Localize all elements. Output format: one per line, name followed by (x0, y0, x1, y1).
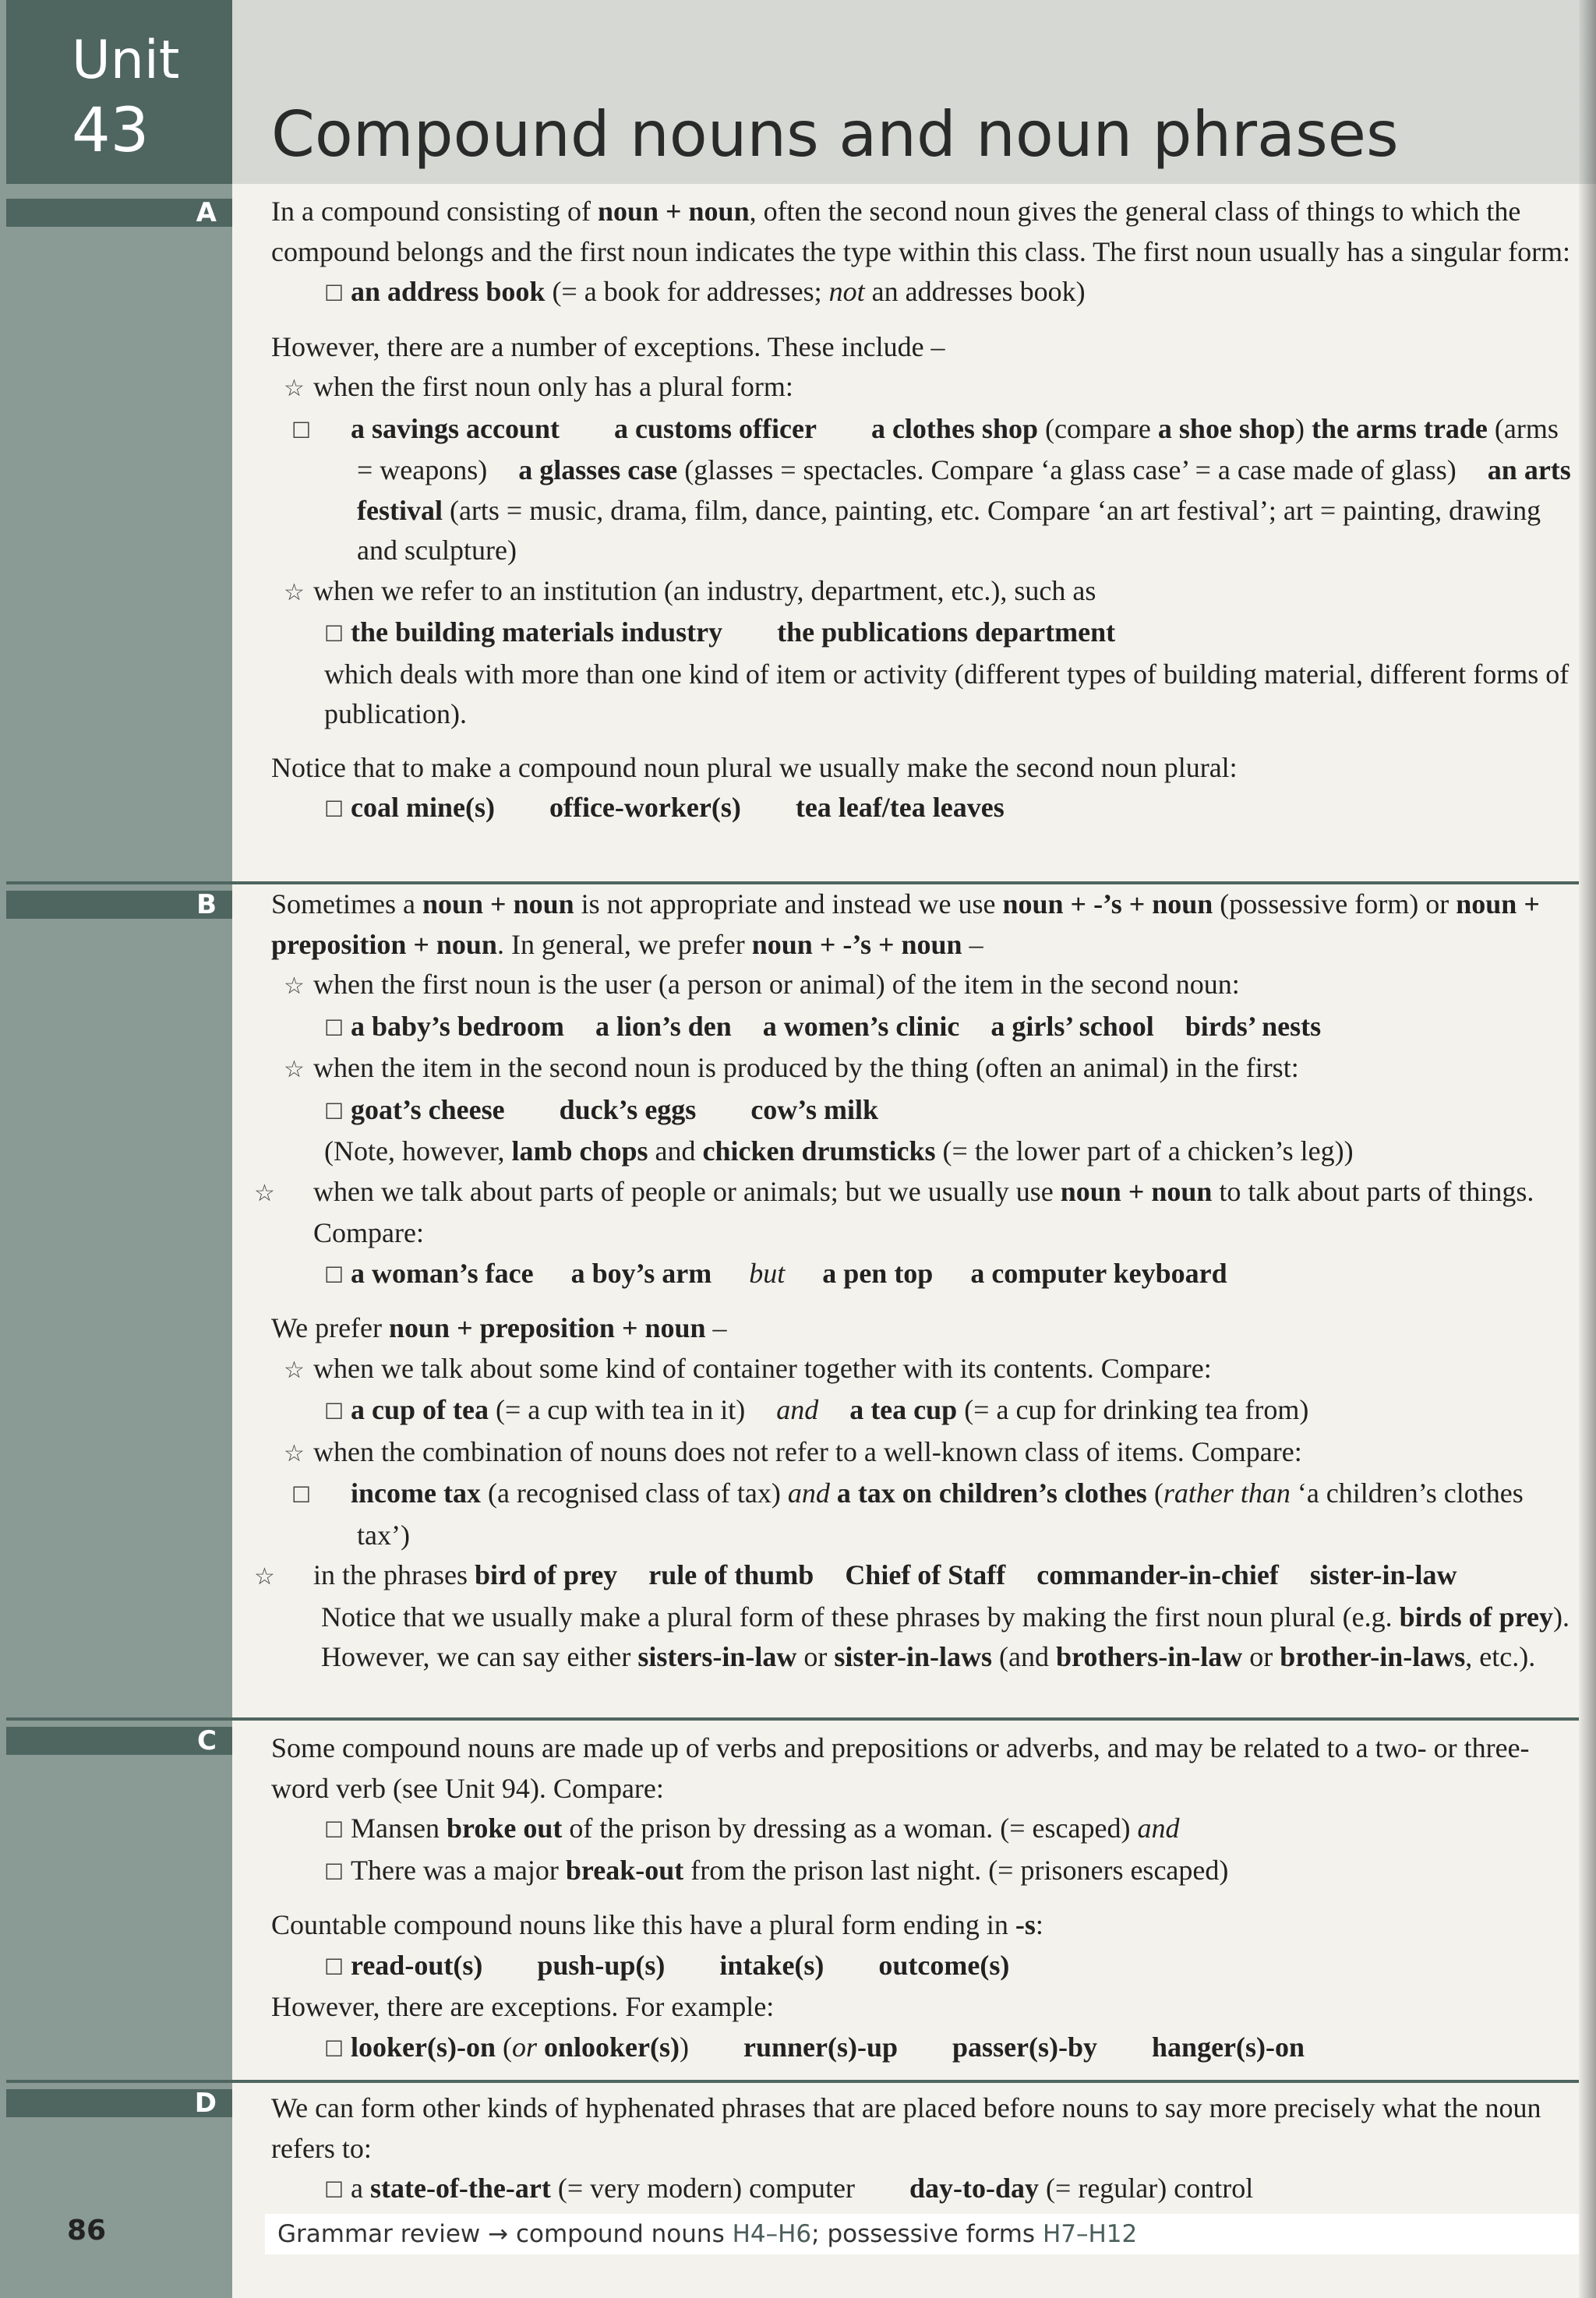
page-number: 86 (67, 2215, 107, 2247)
section-divider (6, 2080, 1579, 2083)
section-a-letter: A (196, 197, 217, 228)
bullet-line: ☆ when we talk about some kind of container together with its contents. Compare: (271, 1349, 1573, 1391)
example-block: ☐ a savings account a customs officer a clothes shop (compare a shoe shop) the arms trade (arms = weapons) a glasses case (glasses = spectacles. Compare ‘a glass case’ = a case made of glass) an arts festival (arts = music, drama, film, dance, painting, etc. Compare ‘an art festival’; art = painting, drawing and sculpture) (271, 409, 1573, 571)
page-edge-shadow (1579, 0, 1596, 2298)
section-b-band (6, 891, 232, 919)
example-line: ☐ a baby’s bedroom a lion’s den a women’s clinic a girls’ school birds’ nests (271, 1007, 1573, 1049)
arrow-icon: → (488, 2220, 509, 2248)
bullet-line: ☆ when the first noun is the user (a person or animal) of the item in the second noun: (271, 965, 1573, 1007)
bullet-line: ☆ when the combination of nouns does not refer to a well-known class of items. Compare: (271, 1432, 1573, 1474)
section-divider (6, 1717, 1579, 1721)
checkbox-icon: ☐ (324, 1954, 344, 1980)
checkbox-icon: ☐ (324, 1262, 344, 1288)
bullet-line: ☆ when we refer to an institution (an industry, department, etc.), such as (271, 571, 1573, 613)
bullet-line: ☆ when we talk about parts of people or animals; but we usually use noun + noun to talk about parts of things. Compare: (271, 1172, 1573, 1254)
unit-number: 43 (72, 96, 150, 166)
paragraph: In a compound consisting of noun + noun, often the second noun gives the general class of things to which the compound belongs and the first noun indicates the type within this class. The first noun usually has a singular form: (271, 196, 1571, 267)
unit-label: Unit (72, 30, 180, 91)
grammar-review-bar: Grammar review → compound nouns H4–H6; possessive forms H7–H12 (265, 2214, 1579, 2254)
checkbox-icon: ☐ (324, 2177, 344, 2203)
section-d-band (6, 2089, 232, 2117)
star-icon: ☆ (284, 1356, 305, 1384)
paragraph: Sometimes a noun + noun is not appropriate and instead we use noun + -’s + noun (possessive form) or noun + preposition + noun. In general, we prefer noun + -’s + noun – (271, 888, 1540, 960)
star-icon: ☆ (284, 375, 305, 402)
checkbox-icon: ☐ (324, 1015, 344, 1041)
checkbox-icon: ☐ (324, 2035, 344, 2062)
star-icon: ☆ (254, 1179, 275, 1207)
review-label: Grammar review (277, 2220, 481, 2248)
section-c-band (6, 1727, 232, 1755)
section-d (271, 2088, 1573, 2211)
section-b-letter: B (196, 889, 217, 920)
star-icon: ☆ (284, 973, 305, 1000)
checkbox-icon: ☐ (291, 1482, 312, 1508)
example-line: ☐ There was a major break-out from the prison last night. (= prisoners escaped) (271, 1851, 1573, 1893)
bullet-line: ☆ when the first noun only has a plural form: (271, 367, 1573, 409)
paragraph: Countable compound nouns like this have a plural form ending in -s: (271, 1909, 1043, 1940)
star-icon: ☆ (254, 1563, 275, 1590)
star-icon: ☆ (284, 1439, 305, 1467)
example-line: ☐ a cup of tea (= a cup with tea in it) and a tea cup (= a cup for drinking tea from) (271, 1390, 1573, 1432)
section-a-band (6, 199, 232, 227)
unit-reference[interactable]: Unit 94 (444, 1772, 530, 1804)
paragraph: However, there are a number of exceptions. These include – (271, 330, 945, 362)
section-c-letter: C (197, 1725, 217, 1756)
page-title: Compound nouns and noun phrases (271, 98, 1399, 171)
bullet-line: ☆ in the phrases bird of prey rule of thumb Chief of Staff commander-in-chief sister-in-law (271, 1555, 1573, 1597)
star-icon: ☆ (284, 578, 305, 606)
checkbox-icon: ☐ (324, 621, 344, 647)
review-reference[interactable]: H4–H6 (732, 2220, 812, 2248)
example-line: ☐ an address book (= a book for addresses; not an addresses book) (271, 272, 1573, 314)
section-b (254, 884, 1573, 1678)
note-line: (Note, however, lamb chops and chicken drumsticks (= the lower part of a chicken’s leg)) (324, 1135, 1354, 1167)
paragraph: We can form other kinds of hyphenated phrases that are placed before nouns to say more precisely what the noun refers to: (271, 2092, 1541, 2164)
checkbox-icon: ☐ (324, 1859, 344, 1885)
section-c (271, 1728, 1573, 2069)
paragraph: Notice that to make a compound noun plural we usually make the second noun plural: (271, 751, 1238, 783)
checkbox-icon: ☐ (324, 1399, 344, 1424)
checkbox-icon: ☐ (324, 1098, 344, 1124)
paragraph: We prefer noun + preposition + noun – (271, 1312, 727, 1343)
example-line: ☐ a state-of-the-art (= very modern) computer day-to-day (= regular) control (271, 2169, 1573, 2211)
review-reference[interactable]: H7–H12 (1042, 2220, 1138, 2248)
example-line: ☐ income tax (a recognised class of tax) and a tax on children’s clothes (rather than ‘a children’s clothes tax’) (271, 1474, 1573, 1555)
checkbox-icon: ☐ (324, 1817, 344, 1843)
paragraph: Notice that we usually make a plural form of these phrases by making the first noun plural (e.g. birds of prey). However, we can say either sisters-in-law or sister-in-laws (and brothers-in-law or brother-in-laws, etc.). (321, 1601, 1570, 1672)
example-line: ☐ read-out(s) push-up(s) intake(s) outcome(s) (271, 1946, 1573, 1988)
example-line: ☐ a woman’s face a boy’s arm but a pen top a computer keyboard (271, 1254, 1573, 1296)
example-line: ☐ goat’s cheese duck’s eggs cow’s milk (271, 1090, 1573, 1132)
example-line: ☐ the building materials industry the publications department (271, 612, 1573, 655)
example-line: ☐ looker(s)-on (or onlooker(s)) runner(s)-up passer(s)-by hanger(s)-on (271, 2028, 1573, 2070)
example-line: ☐ Mansen broke out of the prison by dressing as a woman. (= escaped) and (271, 1809, 1573, 1851)
paragraph: which deals with more than one kind of item or activity (different types of building material, different forms of publication). (324, 658, 1570, 729)
bullet-line: ☆ when the item in the second noun is produced by the thing (often an animal) in the first: (271, 1048, 1573, 1090)
example-line: ☐ coal mine(s) office-worker(s) tea leaf/tea leaves (271, 788, 1573, 830)
sidebar (0, 0, 232, 2298)
star-icon: ☆ (284, 1056, 305, 1083)
paragraph: However, there are exceptions. For example: (271, 1991, 775, 2022)
section-a (271, 192, 1573, 830)
section-d-letter: D (194, 2088, 217, 2119)
paragraph: Some compound nouns are made up of verbs and prepositions or adverbs, and may be related to a two- or three-word verb (see Unit 94). Compare: (271, 1732, 1530, 1804)
checkbox-icon: ☐ (324, 281, 344, 306)
checkbox-icon: ☐ (291, 417, 312, 443)
checkbox-icon: ☐ (324, 796, 344, 822)
